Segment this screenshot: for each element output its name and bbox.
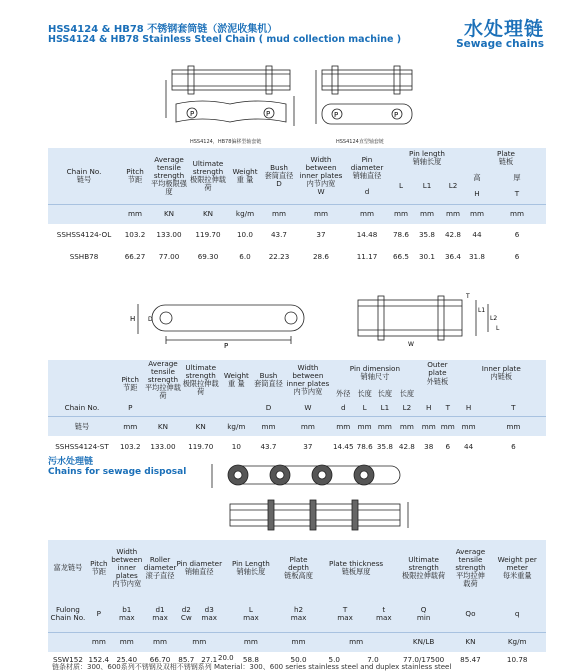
- t2-h-outer: Outer plate 外链板: [418, 360, 456, 387]
- t3-h-chain-en: Fulong Chain No.: [48, 596, 88, 632]
- t1-h-width: Width between inner plates 内节内宽 W: [296, 148, 346, 204]
- table-row: SSW152 152.4 25.40 66.70 85.7 27.1 58.8 50.0 5.0 7.0 77.0/17500 85.47 10.78: [48, 652, 546, 668]
- brand-title-en: Sewage chains: [456, 38, 544, 50]
- t1-h-avg: Average tensile strength 平均极限强度: [150, 148, 188, 204]
- spec-table-2: Pitch 节距 Average tensile strength 平均拉伸载荷 Ultimate strength 极限拉伸载荷 Weight 重 量 Bush 套筒直径 Width between inner plates 内节内宽 Pin dimension 销轴尺寸 Outer plate 外链板 Inner plate 内链板 外径 长度 长度 长度 Chain No. P D W d L L1 L2 H T H T 链号 mm KN KN kg/m mm mm mm mm mm mm mm mm mm mm SSHSS4124-ST 103.2 133.00 119.70 10 43.7 37 14.45 78.6 35.8 42.8 38 6 44 6: [48, 360, 546, 458]
- dim-label-l2: L2: [490, 315, 498, 322]
- t1-h-pind: Pin diameter 销轴直径 d: [346, 148, 388, 204]
- dim-label-w: W: [408, 341, 414, 348]
- t2-h-weight: Weight 重 量: [220, 360, 253, 400]
- section-title-en: Chains for sewage disposal: [48, 467, 187, 477]
- t3-h-avg: Average tensile strength 平均拉伸载荷: [453, 540, 489, 596]
- brand-title-cn: 水处理链: [463, 18, 544, 40]
- t1-h-plate: Plate 链板: [466, 148, 546, 168]
- caption-straight-chain: HSS4124直型轴套链: [336, 139, 384, 145]
- link-mark-right-a: P: [334, 111, 339, 119]
- t3-h-pinl: Pin Length 销轴长度: [222, 540, 280, 596]
- t2-h-avg: Average tensile strength 平均拉伸载荷: [144, 359, 181, 401]
- t2-h-chain-cn: 链号: [48, 416, 116, 436]
- dim-label-p: P: [224, 342, 229, 350]
- t2-h-pitch: Pitch 节距: [116, 360, 145, 400]
- t2-units-row: 链号 mm KN KN kg/m mm mm mm mm mm mm mm mm mm mm: [48, 416, 546, 436]
- t1-sym-t: 厚 T: [488, 168, 546, 204]
- table-row: SSHB78 66.27 77.00 69.30 6.0 22.23 28.6 11.17 66.5 30.1 36.4 31.8 6: [48, 246, 546, 268]
- t1-h-bush: Bush 套筒直径 D: [262, 148, 296, 204]
- dim-label-h: H: [130, 315, 136, 323]
- material-footer: 链条材质：300、600系列不锈钢及双相不锈钢系列 Material：300、600 series stainless steel and duplex stainless steel: [52, 663, 452, 671]
- link-mark-left-a: P: [190, 110, 195, 118]
- t3-h-chain-cn: 富龙链号: [48, 540, 88, 596]
- t2-h-inner: Inner plate 内链板: [457, 360, 546, 387]
- t1-sym-l2: L2: [440, 168, 466, 204]
- straight-chain-drawing: [312, 60, 424, 136]
- t1-h-pinlen: Pin length 销轴长度: [388, 148, 466, 168]
- dim-label-d: D: [148, 316, 153, 323]
- t3-h-roller: Roller diameter 滚子直径: [144, 540, 177, 596]
- t3-h-pind: Pin diameter 销轴直径: [176, 540, 222, 596]
- t2-h-width: Width between inner plates 内节内宽: [284, 360, 331, 400]
- t2-h-bush: Bush 套筒直径: [253, 360, 285, 400]
- t1-h-chain: Chain No. 链号: [48, 148, 120, 204]
- spec-table-3: 富龙链号 Pitch 节距 Width between inner plates 内节内宽 Roller diameter 滚子直径 Pin diameter 销轴直径 Pin Length 销轴长度 Plate depth 链板高度 Plate thickness 链板厚度 Ultimate strength 极限拉伸载荷 Average tensile strength 平均拉伸载荷 Weight per meter 每米重量 Fulong Chain No. P b1 max d1 max d2 Cw d3 max L max h2 max T max t max Q min Qo q mm mm mm mm mm mm mm KN/LB KN Kg/m SSW152 152.4 25.40 66.70 85.7 27.1 58.8 50.0 5.0 7.0 77.0/17500 85.47 10.78: [48, 540, 546, 668]
- spec-table-1: [48, 148, 546, 268]
- dim-label-l1: L1: [478, 307, 486, 314]
- t3-row-value-d3: 20.0: [218, 654, 234, 662]
- offset-chain-drawing: [162, 60, 302, 136]
- dim-label-l: L: [496, 325, 500, 332]
- t2-h-pin: Pin dimension 销轴尺寸: [331, 360, 418, 387]
- t3-units-row: mm mm mm mm mm mm mm KN/LB KN Kg/m: [48, 632, 546, 652]
- table-row: SSHSS4124-OL 103.2 133.00 119.70 10.0 43.7 37 14.48 78.6 35.8 42.8 44 6: [48, 224, 546, 246]
- t2-h-chain: Chain No.: [48, 400, 116, 416]
- t1-h-weight: Weight 重 量: [228, 148, 262, 204]
- t3-h-pitch: Pitch 节距: [88, 540, 110, 596]
- t1-h-ult: Ultimate strength 极限拉伸载荷: [188, 148, 228, 204]
- t2-h-ult: Ultimate strength 极限拉伸载荷: [181, 360, 220, 400]
- link-mark-left-b: P: [266, 110, 271, 118]
- title-en: HSS4124 & HB78 Stainless Steel Chain ( mud collection machine ): [48, 34, 402, 45]
- title-cn: HSS4124 & HB78 不锈钢套筒链（淤泥收集机）: [48, 24, 278, 35]
- t3-h-weight: Weight per meter 每米重量: [488, 540, 546, 596]
- t1-units-row: mm KN KN kg/m mm mm mm mm mm mm mm mm: [48, 204, 546, 224]
- t3-h-ult: Ultimate strength 极限拉伸载荷: [395, 540, 453, 596]
- table-row: SSHSS4124-ST 103.2 133.00 119.70 10 43.7 37 14.45 78.6 35.8 42.8 38 6 44 6: [48, 436, 546, 458]
- t1-sym-l: L: [388, 168, 414, 204]
- t1-sym-h: 高 H: [466, 168, 488, 204]
- caption-offset-chain: HSS4124，HB78偏移型轴套链: [190, 139, 262, 145]
- st-chain-drawing: [126, 290, 546, 352]
- t3-h-plated: Plate depth 链板高度: [280, 540, 318, 596]
- t3-h-width: Width between inner plates 内节内宽: [110, 540, 144, 596]
- sewage-chain-drawing: [208, 458, 418, 540]
- dim-label-t: T: [466, 293, 470, 300]
- t3-h-platet: Plate thickness 链板厚度: [317, 540, 394, 596]
- t1-sym-l1: L1: [414, 168, 440, 204]
- t1-h-pitch: Pitch 节距: [120, 148, 150, 204]
- link-mark-right-b: P: [394, 111, 399, 119]
- section-title-cn: 污水处理链: [48, 457, 94, 467]
